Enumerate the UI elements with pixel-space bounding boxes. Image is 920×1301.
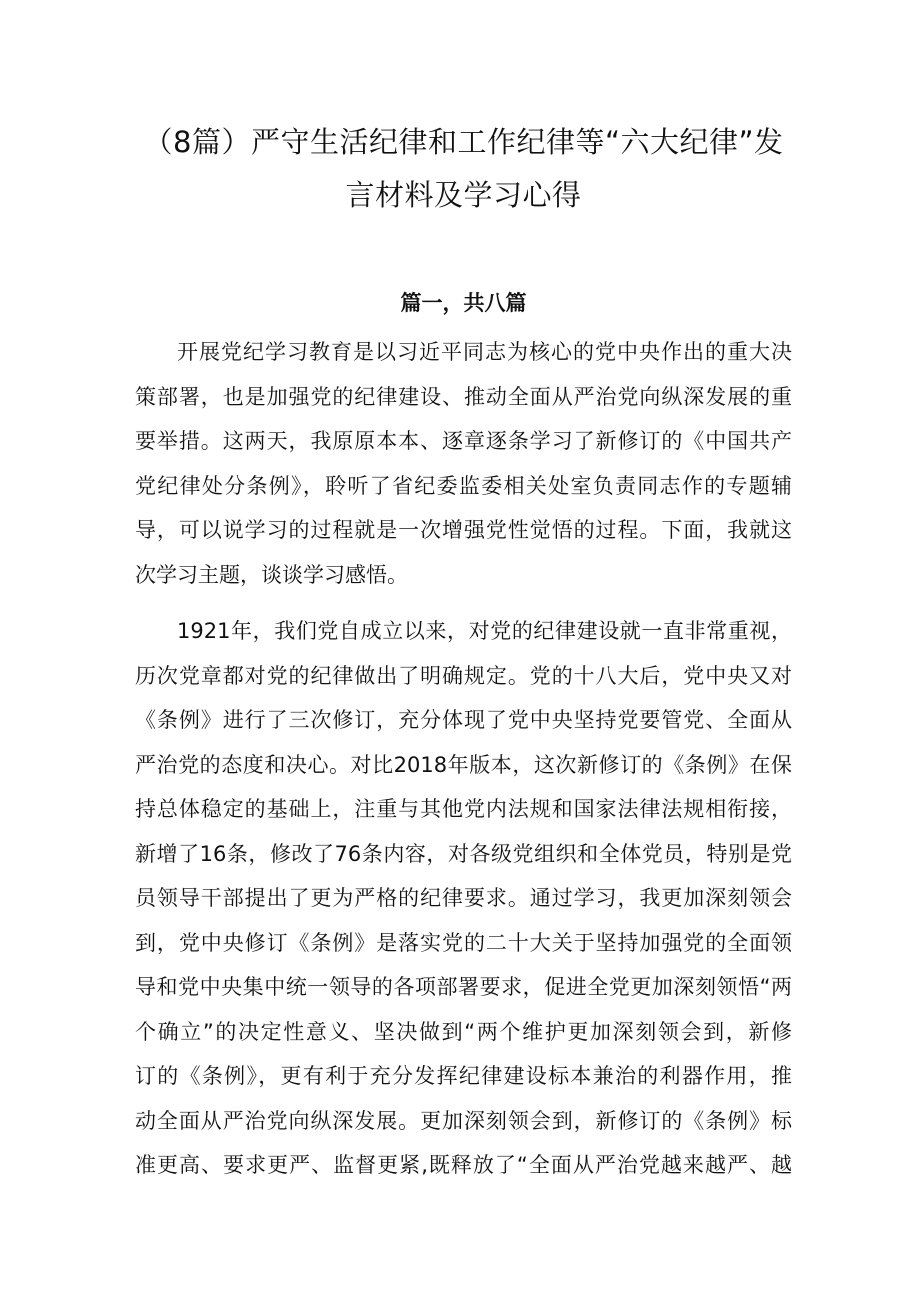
paragraph-line: 准更高、要求更严、监督更紧,既释放了“全面从严治党越来越严、越 [135, 1153, 792, 1177]
paragraph-line: 新增了16条，修改了76条内容，对各级党组织和全体党员，特别是党 [135, 841, 792, 866]
paragraph-line: 导和党中央集中统一领导的各项部署要求，促进全党更加深刻领悟“两 [135, 975, 792, 999]
title-line: （8篇）严守生活纪律和工作纪律等“六大纪律”发 [143, 125, 784, 159]
body-paragraph-1 [135, 330, 792, 597]
paragraph-line: 持总体稳定的基础上，注重与其他党内法规和国家法律法规相衔接， [135, 797, 792, 821]
paragraph-line: 1921年，我们党自成立以来，对党的纪律建设就一直非常重视， [177, 619, 792, 643]
paragraph-line: 要举措。这两天，我原原本本、逐章逐条学习了新修订的《中国共产 [135, 429, 792, 453]
section-heading: 篇一，共八篇 [400, 291, 527, 315]
body-paragraph-2 [135, 609, 792, 1188]
paragraph-line: 严治党的态度和决心。对比2018年版本，这次新修订的《条例》在保 [135, 752, 792, 777]
paragraph-line: 开展党纪学习教育是以习近平同志为核心的党中央作出的重大决 [177, 340, 792, 364]
paragraph-line: 策部署，也是加强党的纪律建设、推动全面从严治党向纵深发展的重 [135, 384, 792, 409]
paragraph-line: 动全面从严治党向纵深发展。更加深刻领会到，新修订的《条例》标 [135, 1108, 792, 1133]
paragraph-line: 个确立”的决定性意义、坚决做到“两个维护更加深刻领会到，新修 [135, 1019, 792, 1044]
paragraph-line: 订的《条例》，更有利于充分发挥纪律建设标本兼治的利器作用，推 [135, 1064, 792, 1088]
document-title [135, 116, 792, 222]
paragraph-line: 党纪律处分条例》，聆听了省纪委监委相关处室负责同志作的专题辅 [135, 473, 792, 498]
paragraph-line: 历次党章都对党的纪律做出了明确规定。党的十八大后，党中央又对 [135, 663, 792, 688]
paragraph-line: 员领导干部提出了更为严格的纪律要求。通过学习，我更加深刻领会 [135, 886, 792, 910]
title-line: 言材料及学习心得 [345, 178, 582, 212]
paragraph-line: 到，党中央修订《条例》是落实党的二十大关于坚持加强党的全面领 [135, 930, 792, 955]
paragraph-line: 次学习主题，谈谈学习感悟。 [135, 562, 408, 587]
paragraph-line: 导，可以说学习的过程就是一次增强党性觉悟的过程。下面，我就这 [135, 518, 792, 542]
paragraph-line: 《条例》进行了三次修订，充分体现了党中央坚持党要管党、全面从 [135, 708, 792, 732]
